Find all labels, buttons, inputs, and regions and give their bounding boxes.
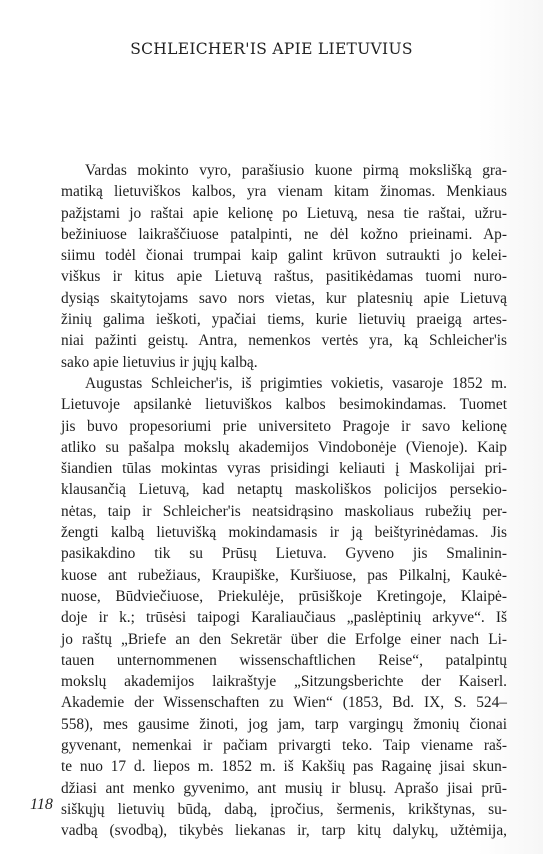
body-text bbox=[61, 160, 507, 842]
text-line: siškųjų lietuvių būdą, dabą, įpročius, šermenis, krikštynas, su- bbox=[61, 800, 507, 818]
text-line: vadbą (svodbą), tikybės liekanas ir, tarp kitų dalykų, užtėmija, bbox=[61, 822, 507, 840]
text-line: siimu todėl čionai trumpai kaip galint krūvon sutraukti jo kelei- bbox=[61, 247, 507, 265]
text-line: jis buvo propesoriumi prie universiteto Pragoje ir savo kelionę bbox=[61, 417, 507, 435]
text-line: klausančią Lietuvą, kad netaptų maskoliškos policijos persekio- bbox=[61, 481, 507, 499]
text-line: matiką lietuviškos kalbos, yra vienam kitam žinomas. Menkiaus bbox=[61, 183, 507, 201]
text-line: tauen unternommenen wissenschaftlichen Reise“, patalpintų bbox=[61, 651, 507, 669]
text-line: niai pažinti geistų. Antra, nemenkos vertės yra, ką Schleicher'is bbox=[61, 332, 507, 350]
text-line: kuose ant rubežiaus, Kraupiške, Kuršiuose, pas Pilkalnį, Kaukė- bbox=[61, 566, 507, 584]
paragraph-1 bbox=[61, 160, 507, 373]
text-line: Akademie der Wissenschaften zu Wien“ (1853, Bd. IX, S. 524– bbox=[61, 694, 507, 712]
text-line: atliko su pašalpa mokslų akademijos Vindobonėje (Vienoje). Kaip bbox=[61, 438, 507, 456]
text-line: nėtas, taip ir Schleicher'is neatsidrąsino maskoliaus rubežių per- bbox=[61, 502, 507, 520]
text-line: jo raštų „Briefe an den Sekretär über die Erfolge einer nach Li- bbox=[61, 630, 507, 648]
page-number: 118 bbox=[30, 796, 53, 813]
text-line: Augustas Schleicher'is, iš prigimties vokietis, vasaroje 1852 m. bbox=[85, 374, 507, 392]
text-line: gyvenant, nemenkai ir pačiam privargti teko. Taip viename raš- bbox=[61, 737, 507, 755]
paragraph-2 bbox=[61, 373, 507, 842]
text-line: viškus ir kitus apie Lietuvą raštus, pasitikėdamas tuomi nuro- bbox=[61, 268, 507, 286]
text-line: Vardas mokinto vyro, parašiusio kuone pirmą mokslišką gra- bbox=[85, 162, 507, 179]
text-line: Lietuvoje apsilankė lietuviškos kalbos besimokindamas. Tuomet bbox=[61, 396, 507, 414]
text-line: džiasi ant menko gyvenimo, ant musių ir blusų. Aprašo jisai prū- bbox=[61, 779, 507, 797]
text-line: šiandien tūlas mokintas vyras prisidingi keliauti į Maskolijai pri- bbox=[61, 460, 507, 478]
text-line: dysiąs skaitytojams savo nors vietas, kur platesnių apie Lietuvą bbox=[61, 289, 507, 307]
text-line: bežiniuose laikraščiuose patalpinti, ne dėl kožno prieinami. Ap- bbox=[61, 225, 507, 243]
text-line: 558), mes gausime žinoti, jog jam, tarp vargingų žmonių čionai bbox=[61, 715, 507, 733]
text-line: nuose, Būdviečiuose, Priekulėje, prūsiškoje Kretingoje, Klaipė- bbox=[61, 587, 507, 605]
running-head: SCHLEICHER'IS APIE LIETUVIUS bbox=[130, 40, 413, 58]
text-line: žengti kalbą lietuvišką mokindamasis ir ją beištyrinėdamas. Jis bbox=[61, 524, 507, 542]
text-line: te nuo 17 d. liepos m. 1852 m. iš Kakšių pas Ragainę jisai skun- bbox=[61, 758, 507, 776]
text-line: pažįstami jo raštai apie kelionę po Lietuvą, nesa tie raštai, užru- bbox=[61, 204, 507, 222]
text-line: žinių galima ieškoti, ypačiai tiems, kurie lietuvių praeigą artes- bbox=[61, 311, 507, 329]
text-line: doje ir k.; trūsėsi taipogi Karaliaučiaus „paslėptinių arkyve“. Iš bbox=[61, 609, 507, 627]
text-line: pasikakdino tik su Prūsų Lietuva. Gyveno jis Smalinin- bbox=[61, 545, 507, 563]
text-line: sako apie lietuvius ir jųjų kalbą. bbox=[61, 353, 258, 371]
text-line: mokslų akademijos laikraštyje „Sitzungsberichte der Kaiserl. bbox=[61, 673, 507, 691]
